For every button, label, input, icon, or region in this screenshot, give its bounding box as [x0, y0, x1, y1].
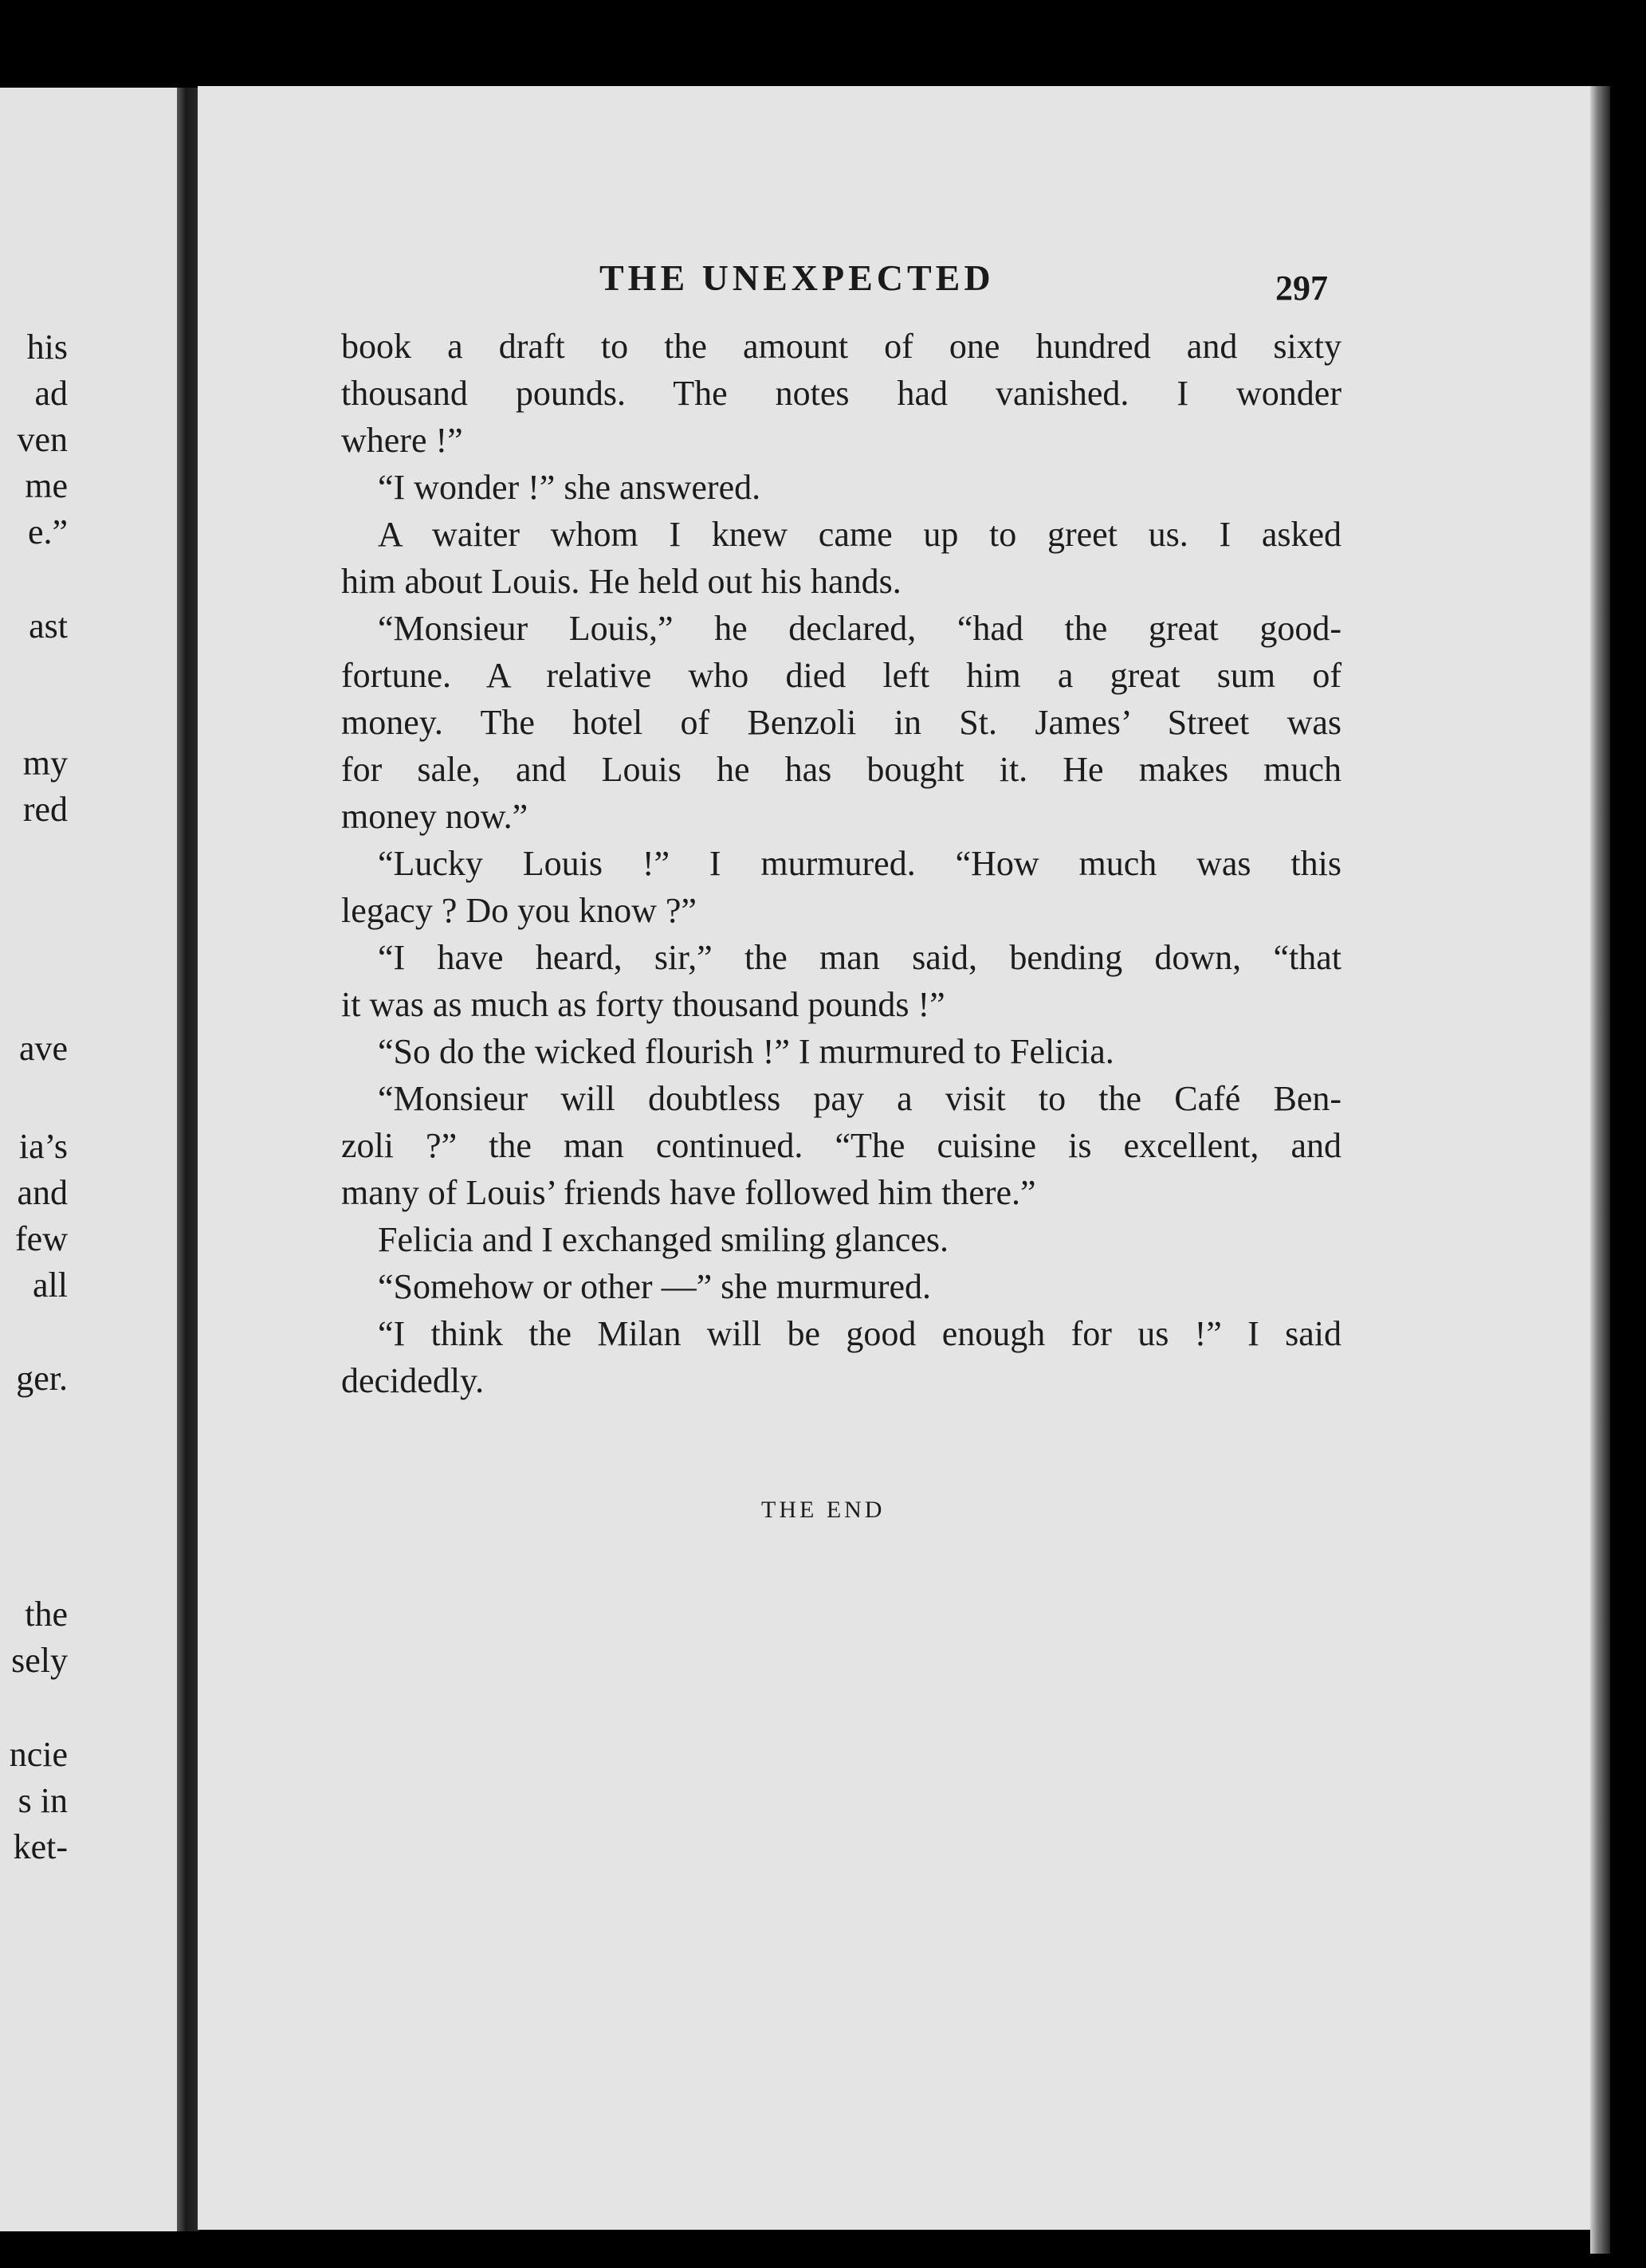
- left-fragment: ncie: [9, 1735, 68, 1774]
- text-line: legacy ? Do you know ?”: [341, 891, 697, 930]
- text-line: money now.”: [341, 797, 528, 836]
- text-line: where !”: [341, 421, 463, 460]
- text-line: it was as much as forty thousand pounds !”: [341, 985, 945, 1024]
- text-line: “Monsieur Louis,” he declared, “had the great good-: [378, 609, 1342, 648]
- left-fragment: ad: [34, 374, 68, 413]
- page-number: 297: [1275, 269, 1328, 308]
- text-line: “So do the wicked flourish !” I murmured to Felicia.: [378, 1032, 1114, 1071]
- the-end-marker: THE END: [761, 1497, 886, 1523]
- left-fragment: ger.: [16, 1359, 68, 1398]
- text-line: “Somehow or other —” she murmured.: [378, 1267, 932, 1306]
- text-line: “I wonder !” she answered.: [378, 468, 761, 507]
- text-line: “Lucky Louis !” I murmured. “How much was this: [378, 844, 1342, 883]
- left-fragment: sely: [11, 1641, 68, 1680]
- text-line: decidedly.: [341, 1361, 485, 1400]
- left-fragment: few: [15, 1219, 68, 1258]
- left-fragment: all: [33, 1265, 68, 1305]
- text-line: fortune. A relative who died left him a great sum of: [341, 656, 1342, 695]
- left-fragment: ket-: [13, 1827, 68, 1866]
- left-fragment: me: [25, 466, 68, 505]
- left-fragment: ave: [18, 1029, 68, 1068]
- text-line: many of Louis’ friends have followed him there.”: [341, 1173, 1036, 1212]
- left-fragment: s in: [18, 1781, 68, 1820]
- left-fragment: the: [25, 1595, 68, 1634]
- left-fragment: ven: [17, 420, 68, 459]
- text-line: for sale, and Louis he has bought it. He makes much: [341, 750, 1342, 789]
- text-line: him about Louis. He held out his hands.: [341, 562, 902, 601]
- text-line: “I think the Milan will be good enough for us !” I said: [378, 1314, 1342, 1353]
- left-fragment: ast: [29, 606, 68, 645]
- text-line: “I have heard, sir,” the man said, bending down, “that: [378, 938, 1342, 977]
- text-line: zoli ?” the man continued. “The cuisine is excellent, and: [341, 1126, 1342, 1165]
- left-fragment: his: [26, 328, 68, 367]
- text-line: A waiter whom I knew came up to greet us. I asked: [378, 515, 1342, 554]
- left-fragment: e.”: [27, 512, 68, 551]
- left-facing-page: [0, 88, 179, 2231]
- book-gutter: [177, 88, 199, 2231]
- text-line: book a draft to the amount of one hundred and sixty: [341, 327, 1342, 366]
- text-line: thousand pounds. The notes had vanished. I wonder: [341, 374, 1342, 413]
- left-fragment: ia’s: [18, 1127, 68, 1166]
- text-line: Felicia and I exchanged smiling glances.: [378, 1220, 949, 1259]
- right-page-edge: [1590, 86, 1610, 2254]
- left-fragment: red: [22, 790, 68, 829]
- left-fragment: and: [17, 1173, 68, 1212]
- left-fragment: my: [22, 744, 68, 783]
- text-line: money. The hotel of Benzoli in St. James’ Street was: [341, 703, 1342, 742]
- text-line: “Monsieur will doubtless pay a visit to the Café Ben-: [378, 1079, 1342, 1118]
- body-text: [341, 323, 1342, 1404]
- running-head: THE UNEXPECTED: [599, 257, 995, 298]
